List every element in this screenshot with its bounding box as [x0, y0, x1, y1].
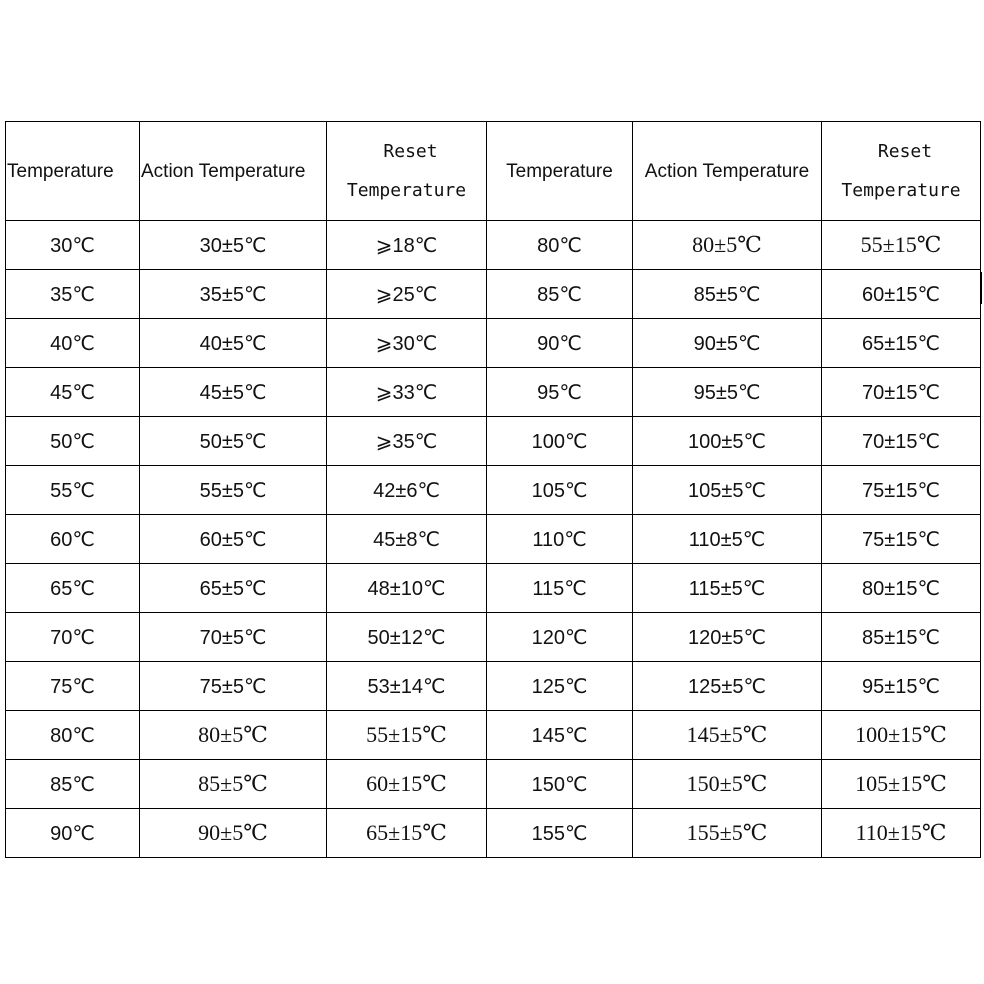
cell-temperature-high: 95℃ — [487, 368, 633, 417]
cell-reset-temperature-high: 65±15℃ — [822, 319, 981, 368]
table-row — [6, 319, 981, 368]
table-row — [6, 368, 981, 417]
cell-reset-temperature-high: 70±15℃ — [822, 368, 981, 417]
cell-temperature: 45℃ — [6, 368, 140, 417]
cell-temperature: 70℃ — [6, 613, 140, 662]
table-row — [6, 662, 981, 711]
cell-temperature-high: 125℃ — [487, 662, 633, 711]
cell-temperature-high: 145℃ — [487, 711, 633, 760]
table-row — [6, 760, 981, 809]
header-reset-temperature-1: Reset Temperature — [327, 122, 487, 221]
cell-reset-temperature-high: 70±15℃ — [822, 417, 981, 466]
cell-temperature-high: 90℃ — [487, 319, 633, 368]
header-action-temperature-2: Action Temperature — [633, 122, 822, 221]
cell-action-temperature-high: 95±5℃ — [633, 368, 822, 417]
cell-reset-temperature-high: 60±15℃ — [822, 270, 981, 319]
cell-reset-temperature-high: 80±15℃ — [822, 564, 981, 613]
cell-action-temperature-high: 125±5℃ — [633, 662, 822, 711]
cell-temperature-high: 85℃ — [487, 270, 633, 319]
header-temperature-1: Temperature — [6, 122, 140, 221]
cell-action-temperature: 75±5℃ — [140, 662, 327, 711]
cell-reset-temperature-high: 110±15℃ — [822, 809, 981, 858]
side-mark — [980, 272, 982, 304]
cell-temperature: 35℃ — [6, 270, 140, 319]
table-row — [6, 466, 981, 515]
header-action-temperature-1: Action Temperature — [140, 122, 327, 221]
temperature-table-container — [5, 121, 981, 858]
cell-temperature-high: 110℃ — [487, 515, 633, 564]
cell-action-temperature-high: 105±5℃ — [633, 466, 822, 515]
cell-reset-temperature-high: 105±15℃ — [822, 760, 981, 809]
cell-temperature: 90℃ — [6, 809, 140, 858]
cell-temperature-high: 80℃ — [487, 221, 633, 270]
cell-reset-temperature-high: 100±15℃ — [822, 711, 981, 760]
cell-temperature: 65℃ — [6, 564, 140, 613]
cell-reset-temperature: ⩾25℃ — [327, 270, 487, 319]
table-row — [6, 711, 981, 760]
cell-temperature-high: 115℃ — [487, 564, 633, 613]
cell-reset-temperature: ⩾18℃ — [327, 221, 487, 270]
cell-temperature: 80℃ — [6, 711, 140, 760]
cell-temperature-high: 105℃ — [487, 466, 633, 515]
table-row — [6, 221, 981, 270]
cell-reset-temperature-high: 95±15℃ — [822, 662, 981, 711]
cell-action-temperature-high: 90±5℃ — [633, 319, 822, 368]
temperature-spec-table — [5, 121, 981, 858]
cell-temperature-high: 150℃ — [487, 760, 633, 809]
cell-reset-temperature-high: 75±15℃ — [822, 466, 981, 515]
table-row — [6, 613, 981, 662]
cell-reset-temperature: 48±10℃ — [327, 564, 487, 613]
cell-reset-temperature: 55±15℃ — [327, 711, 487, 760]
cell-action-temperature-high: 100±5℃ — [633, 417, 822, 466]
cell-reset-temperature: 45±8℃ — [327, 515, 487, 564]
cell-temperature-high: 120℃ — [487, 613, 633, 662]
cell-temperature: 85℃ — [6, 760, 140, 809]
cell-action-temperature: 80±5℃ — [140, 711, 327, 760]
cell-temperature: 40℃ — [6, 319, 140, 368]
cell-action-temperature-high: 85±5℃ — [633, 270, 822, 319]
cell-reset-temperature: 53±14℃ — [327, 662, 487, 711]
table-body — [6, 221, 981, 858]
cell-reset-temperature: 50±12℃ — [327, 613, 487, 662]
cell-action-temperature: 30±5℃ — [140, 221, 327, 270]
cell-temperature-high: 100℃ — [487, 417, 633, 466]
table-row — [6, 564, 981, 613]
cell-action-temperature: 55±5℃ — [140, 466, 327, 515]
cell-action-temperature-high: 120±5℃ — [633, 613, 822, 662]
cell-action-temperature-high: 80±5℃ — [633, 221, 822, 270]
header-temperature-2: Temperature — [487, 122, 633, 221]
cell-action-temperature-high: 150±5℃ — [633, 760, 822, 809]
cell-action-temperature: 40±5℃ — [140, 319, 327, 368]
cell-action-temperature-high: 110±5℃ — [633, 515, 822, 564]
cell-reset-temperature: 65±15℃ — [327, 809, 487, 858]
header-reset-temperature-2: Reset Temperature — [822, 122, 981, 221]
cell-temperature: 30℃ — [6, 221, 140, 270]
table-row — [6, 417, 981, 466]
cell-reset-temperature: 42±6℃ — [327, 466, 487, 515]
cell-action-temperature: 60±5℃ — [140, 515, 327, 564]
cell-reset-temperature: ⩾33℃ — [327, 368, 487, 417]
cell-action-temperature: 85±5℃ — [140, 760, 327, 809]
cell-reset-temperature: 60±15℃ — [327, 760, 487, 809]
cell-action-temperature: 45±5℃ — [140, 368, 327, 417]
cell-reset-temperature-high: 75±15℃ — [822, 515, 981, 564]
cell-action-temperature: 70±5℃ — [140, 613, 327, 662]
cell-action-temperature-high: 145±5℃ — [633, 711, 822, 760]
cell-action-temperature: 90±5℃ — [140, 809, 327, 858]
table-header-row — [6, 122, 981, 221]
cell-reset-temperature-high: 55±15℃ — [822, 221, 981, 270]
cell-reset-temperature: ⩾30℃ — [327, 319, 487, 368]
cell-temperature: 55℃ — [6, 466, 140, 515]
cell-reset-temperature-high: 85±15℃ — [822, 613, 981, 662]
cell-temperature: 75℃ — [6, 662, 140, 711]
table-row — [6, 515, 981, 564]
cell-temperature-high: 155℃ — [487, 809, 633, 858]
cell-action-temperature-high: 155±5℃ — [633, 809, 822, 858]
cell-action-temperature-high: 115±5℃ — [633, 564, 822, 613]
cell-reset-temperature: ⩾35℃ — [327, 417, 487, 466]
cell-temperature: 60℃ — [6, 515, 140, 564]
table-row — [6, 809, 981, 858]
cell-action-temperature: 35±5℃ — [140, 270, 327, 319]
cell-temperature: 50℃ — [6, 417, 140, 466]
cell-action-temperature: 65±5℃ — [140, 564, 327, 613]
cell-action-temperature: 50±5℃ — [140, 417, 327, 466]
table-row — [6, 270, 981, 319]
